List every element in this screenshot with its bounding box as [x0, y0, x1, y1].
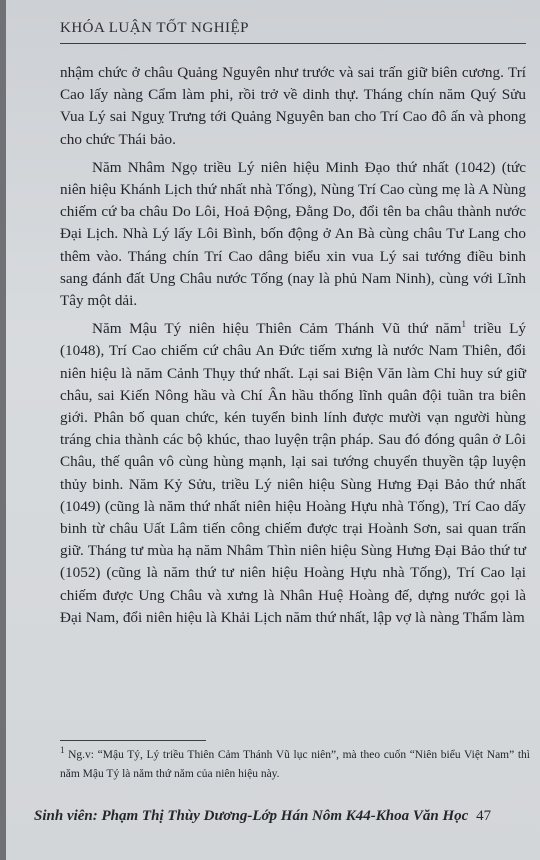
paragraph-1: nhậm chức ở châu Quảng Nguyên như trước và sai trấn giữ biên cương. Trí Cao lấy nàng Cẩm làm phi, rồi trở về dinh thự. Tháng chín năm Quý Sửu Vua Lý sai Nguỵ Trưng tới Quảng Nguyên ban cho Trí Cao đô ấn và phong cho chức Thái bảo. — [60, 64, 526, 148]
paragraph-3-start: Năm Mậu Tý niên hiệu Thiên Cảm Thánh Vũ thứ năm — [92, 320, 462, 338]
paragraph-3-rest: triều Lý (1048), Trí Cao chiếm cứ châu An Đức tiếm xưng là nước Nam Thiên, đổi niên hiệu là năm Cảnh Thụy thứ nhất. Lại sai Biện Văn làm Chỉ huy sứ giữ châu, sai Kiến Nông hầu và Chí Ân hầu thống lĩnh quân đội tuần tra biên giới. Phân bố quan chức, kén tuyển binh lính được mười vạn người hùng tráng chia thành các bộ khúc, thao luyện trận pháp. Sau đó đóng quân ở Lôi Châu, thế quân vô cùng hùng mạnh, lại sai tướng chuyển thuyền tập luyện thủy binh. Năm Kỷ Sửu, triều Lý niên hiệu Sùng Hưng Đại Bảo thứ nhất (1049) (cũng là năm thứ nhất niên hiệu Hoàng Hựu nhà Tống), Trí Cao dấy binh từ châu Uất Lâm tiến công chiếm được trại Hoành Sơn, sai quan trấn giữ. Tháng tư mùa hạ năm Nhâm Thìn niên hiệu Sùng Hưng Đại Bảo thứ tư (1052) (cũng là năm thứ tư niên hiệu Hoàng Hựu nhà Tống), Trí Cao lại chiếm được Ung Châu và xưng là Nhân Huệ Hoàng đế, dựng nước gọi là Đại Nam, đổi niên hiệu là Khải Lịch năm thứ nhất, lập vợ là nàng Thẩm làm — [60, 320, 527, 626]
footnote-text: Ng.v: “Mậu Tý, Lý triều Thiên Cảm Thánh Vũ lục niên”, mà theo cuốn “Niên biểu Việt Nam” thì năm Mậu Tý là năm thứ năm của niên hiệu này. — [60, 749, 530, 780]
paragraph-3 — [60, 318, 526, 629]
page-footer — [34, 808, 534, 825]
footnote-reference: 1 — [461, 319, 467, 330]
header-divider — [60, 43, 526, 44]
footnote — [60, 746, 530, 784]
footnote-divider — [60, 740, 206, 741]
document-page — [6, 0, 540, 860]
footnote-mark: 1 — [60, 745, 65, 756]
body-text — [60, 62, 526, 635]
footer-author: Sinh viên: Phạm Thị Thùy Dương-Lớp Hán Nôm K44-Khoa Văn Học — [34, 808, 469, 824]
page-number: 47 — [476, 808, 492, 824]
running-header: KHÓA LUẬN TỐT NGHIỆP — [60, 20, 250, 36]
paragraph-2: Năm Nhâm Ngọ triều Lý niên hiệu Minh Đạo thứ nhất (1042) (tức niên hiệu Khánh Lịch thứ nhất nhà Tống), Nùng Trí Cao cùng mẹ là A Nùng chiếm cứ ba châu Do Lôi, Hoả Động, Đằng Do, đổi tên ba châu thành nước Đại Lịch. Nhà Lý lấy Lôi Bình, bốn động ở An Bà cùng châu Tư Lang cho thêm vào. Tháng chín Trí Cao dâng biểu xin vua Lý sai tướng điều binh sang đánh đất Ung Châu nước Tống (nay là phủ Nam Ninh), cùng với Lĩnh Tây một dải. — [60, 158, 526, 310]
